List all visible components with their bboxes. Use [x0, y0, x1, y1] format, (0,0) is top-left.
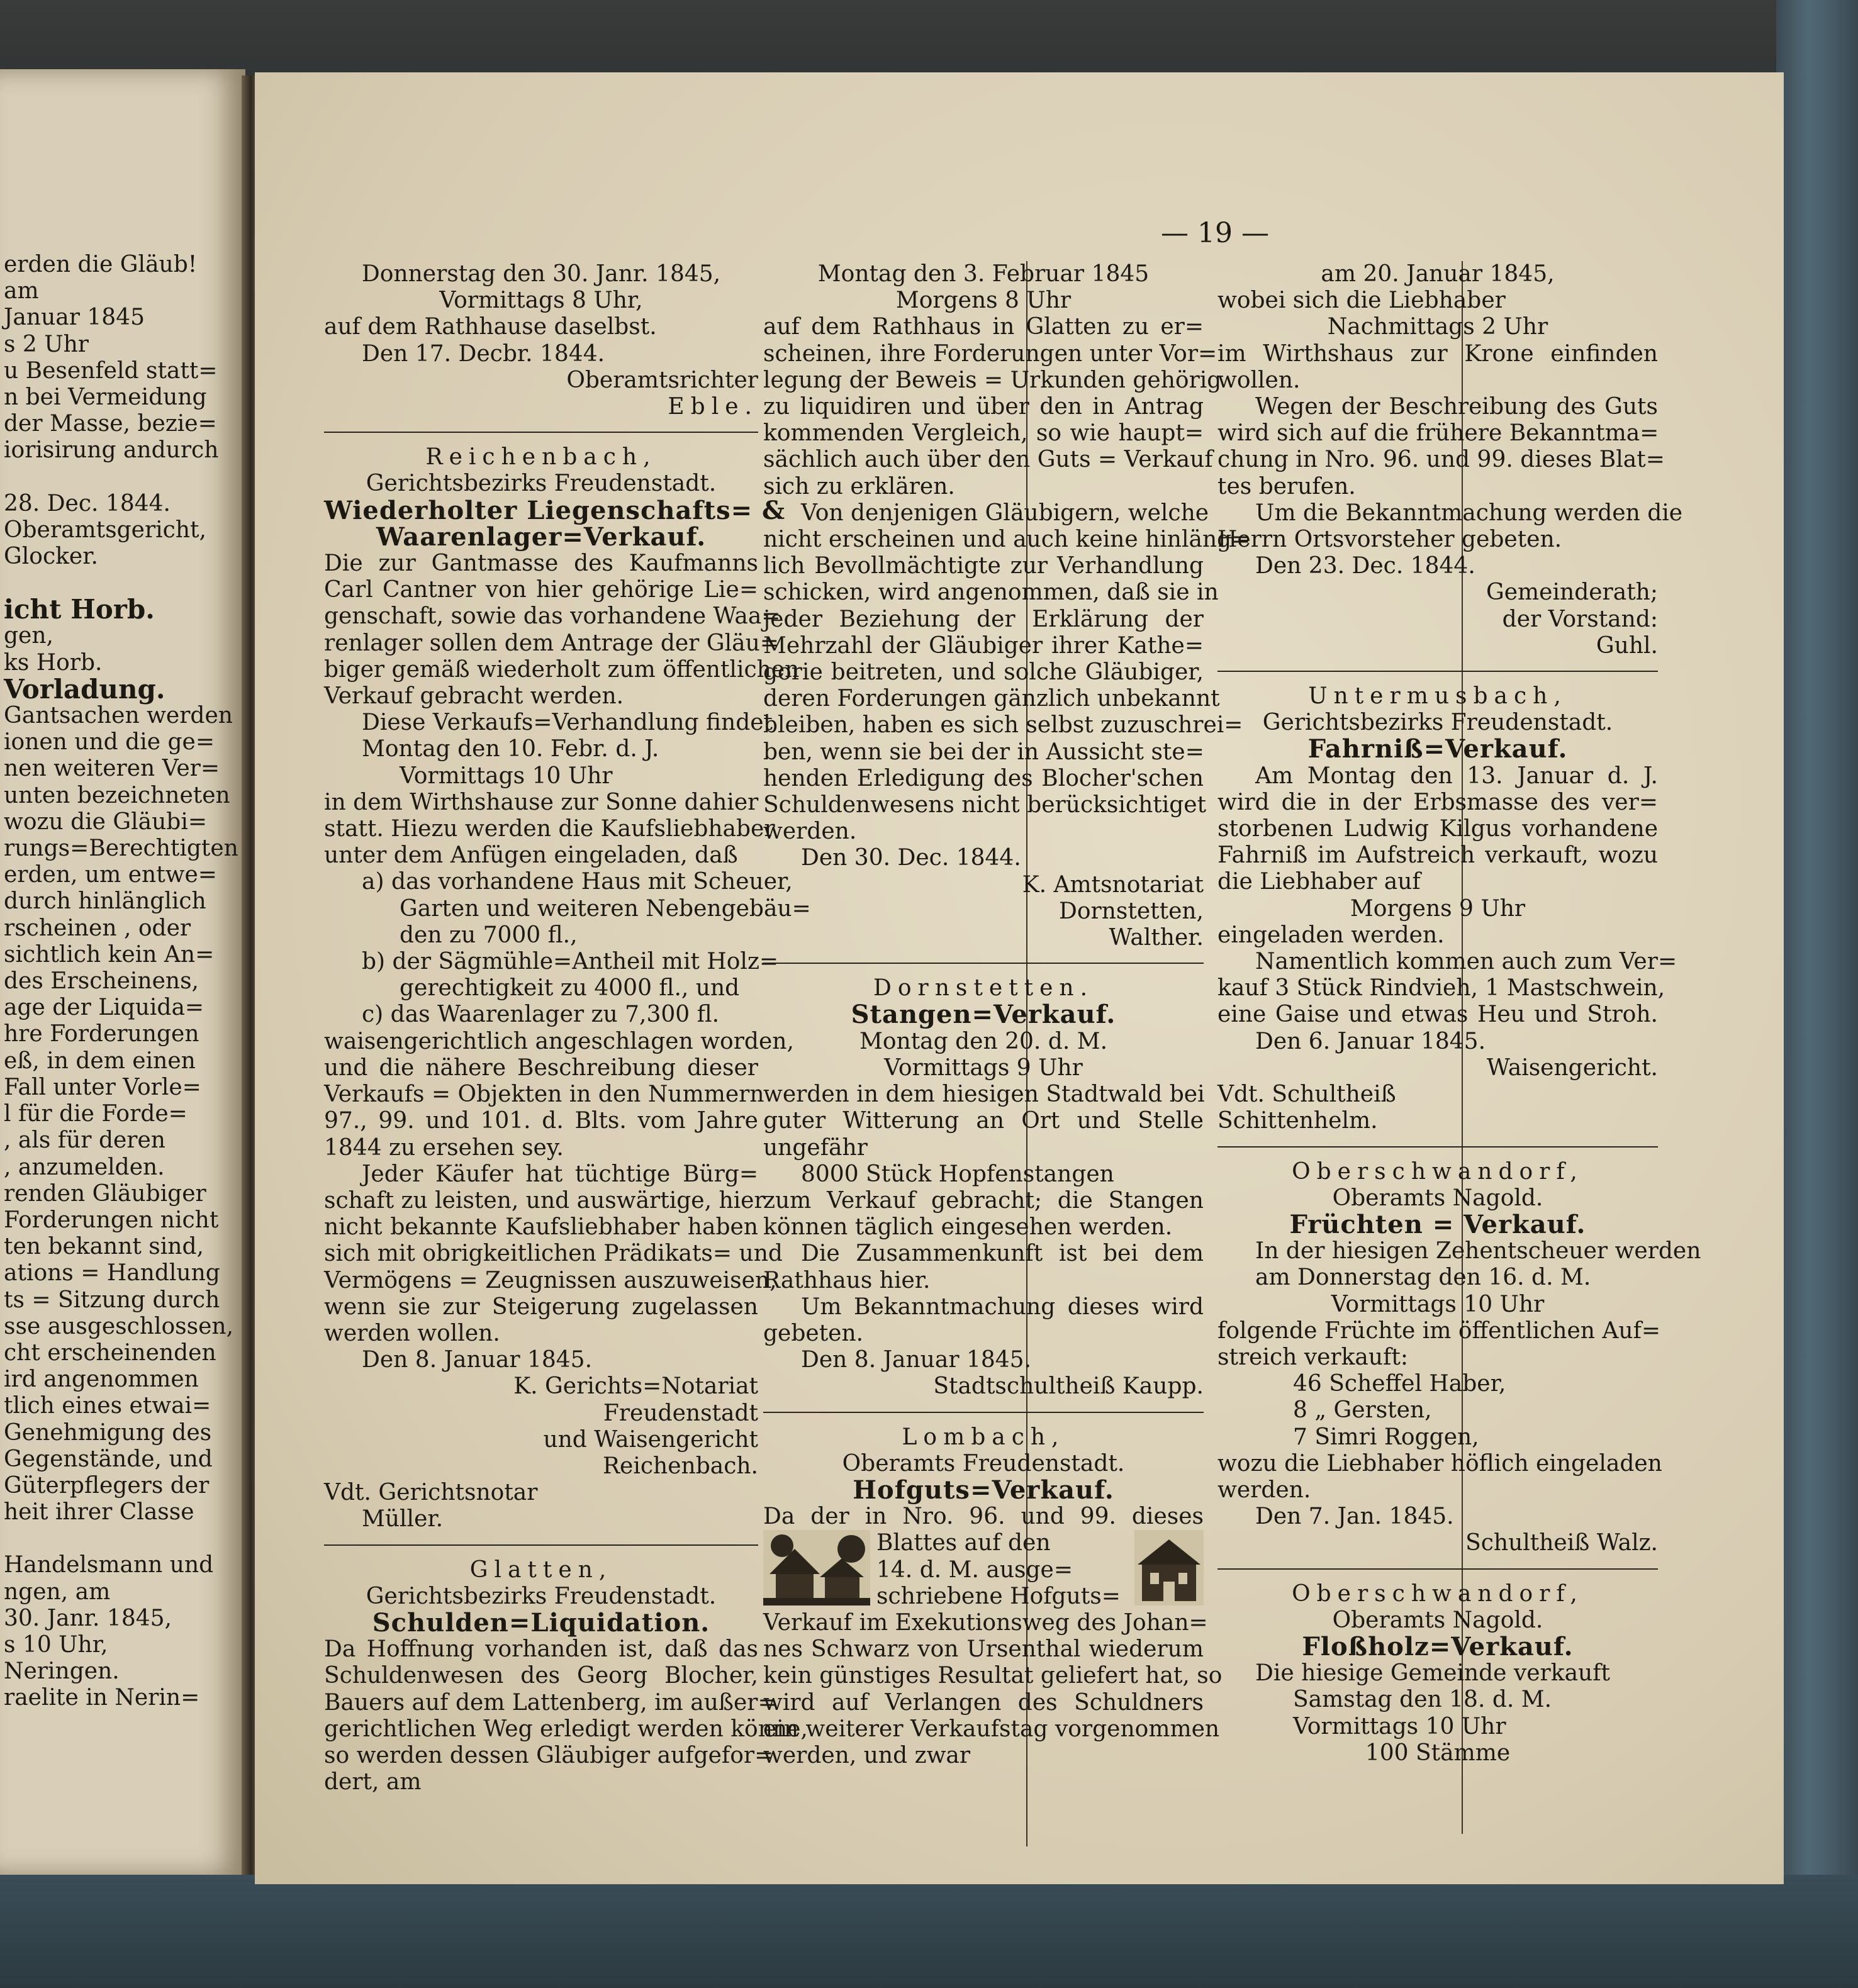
notice-line: Die Zusammenkunft ist bei dem: [801, 1241, 1204, 1267]
notice-line: kein günstiges Resultat geliefert hat, so: [763, 1663, 1223, 1689]
notice-line: bleiben, haben es sich selbst zuzuschrei=: [763, 712, 1243, 739]
notice-line: 8000 Stück Hopfenstangen: [801, 1161, 1114, 1187]
notice-line: Neringen.: [4, 1658, 120, 1685]
notice-line: Fahrniß im Aufstreich verkauft, wozu: [1217, 842, 1658, 869]
notice-line: schicken, wird angenommen, daß sie in: [763, 579, 1219, 606]
notice-line: cht erscheinenden: [4, 1339, 216, 1366]
notice-continued-block: [1217, 261, 1683, 659]
notice-line: jeder Beziehung der Erklärung der: [763, 606, 1204, 632]
notice-continued-block: [324, 261, 758, 420]
notice-line: ngen, am: [4, 1578, 111, 1605]
notice-line: In der hiesigen Zehentscheuer werden: [1255, 1238, 1701, 1265]
notice-body: [324, 550, 811, 1533]
notice-line: sichtlich kein An=: [4, 941, 215, 968]
notice-line: streich verkauft:: [1217, 1344, 1408, 1370]
notice-line: Reichenbach.: [602, 1453, 758, 1479]
notice-title: Waarenlager=Verkauf.: [376, 522, 707, 552]
notice-line: l für die Forde=: [4, 1101, 187, 1127]
notice-line: Den 8. Januar 1845.: [362, 1347, 593, 1373]
notice-line: der Masse, bezie=: [4, 411, 217, 437]
notice-line: dert, am: [324, 1769, 422, 1795]
notice-place: Untermusbach,: [1308, 683, 1567, 710]
notice-line: s 10 Uhr,: [4, 1631, 108, 1658]
notice-line: zu liquidiren und über den in Antrag: [763, 394, 1204, 420]
notice-place: Lombach,: [902, 1424, 1065, 1450]
notice-district: Oberamts Freudenstadt.: [842, 1450, 1125, 1477]
notice-place: Reichenbach,: [425, 444, 657, 471]
notice-line: u Besenfeld statt=: [4, 357, 218, 384]
notice-line: ations = Handlung: [4, 1260, 220, 1287]
notice-line: gerechtigkeit zu 4000 fl., und: [400, 975, 740, 1002]
notice-line: sse ausgeschlossen,: [4, 1313, 234, 1339]
notice-line: iorisirung andurch: [4, 437, 219, 464]
notice-line: Fall unter Vorle=: [4, 1074, 201, 1100]
notice-line: hre Forderungen: [4, 1021, 199, 1047]
notice-line: Oberamtsgericht,: [4, 517, 206, 543]
notice-line: 8 „ Gersten,: [1293, 1397, 1432, 1424]
notice-line: Die hiesige Gemeinde verkauft: [1255, 1660, 1611, 1687]
notice-line: rungs=Berechtigten: [4, 835, 238, 862]
notice-line: c) das Waarenlager zu 7,300 fl.: [362, 1002, 720, 1028]
notice-line: [4, 464, 245, 491]
notice-line: rscheinen , oder: [4, 915, 191, 941]
notice-district: Gerichtsbezirks Freudenstadt.: [1262, 710, 1613, 736]
divider: [763, 963, 1204, 964]
notice-line: Vormittags 10 Uhr: [1293, 1713, 1506, 1740]
notice-body: [1217, 1660, 1658, 1767]
notice-line: ungefähr: [763, 1134, 868, 1161]
notice-line: nicht bekannte Kaufsliebhaber haben: [324, 1214, 758, 1241]
notice-line: [4, 1526, 245, 1552]
notice-line: können täglich eingesehen werden.: [763, 1214, 1173, 1241]
notice-title: Früchten = Verkauf.: [1289, 1209, 1586, 1239]
notice-line: scheinen, ihre Forderungen unter Vor=: [763, 340, 1217, 367]
notice-line: 97., 99. und 101. d. Blts. vom Jahre: [324, 1108, 758, 1134]
notice-line: Den 8. Januar 1845.: [801, 1347, 1032, 1373]
notice-line: Glocker.: [4, 544, 98, 570]
notice-line: gebeten.: [763, 1320, 864, 1346]
notice-line: der Vorstand:: [1502, 606, 1658, 632]
notice-line: Da der in Nro. 96. und 99. dieses: [763, 1504, 1204, 1530]
notice-line: im Wirthshaus zur Krone einfinden: [1217, 340, 1658, 367]
notice-place: Glatten,: [469, 1556, 613, 1583]
notice-title: Stangen=Verkauf.: [851, 1000, 1116, 1030]
notice-line: Güterpflegers der: [4, 1472, 210, 1499]
notice-line: Den 30. Dec. 1844.: [801, 845, 1021, 871]
notice-line: waisengerichtlich angeschlagen worden,: [324, 1028, 794, 1054]
notice-line: durch hinlänglich: [4, 888, 206, 915]
notice-line: Waisengericht.: [1486, 1054, 1658, 1081]
notice-line: 30. Janr. 1845,: [4, 1605, 172, 1631]
notice-line: den zu 7000 fl.,: [400, 922, 578, 948]
notice-line: am Donnerstag den 16. d. M.: [1255, 1265, 1591, 1291]
notice-line: Die zur Gantmasse des Kaufmanns: [324, 550, 758, 577]
notice-line: s 2 Uhr: [4, 331, 89, 357]
notice-title: Schulden=Liquidation.: [372, 1607, 710, 1638]
notice-line: und die nähere Beschreibung dieser: [324, 1054, 758, 1081]
divider: [324, 432, 758, 433]
left-page-column: [0, 252, 245, 1712]
notice-line: die Liebhaber auf: [1217, 869, 1421, 895]
divider: [1217, 671, 1658, 672]
notice-line: Oberamtsrichter: [566, 367, 758, 393]
notice-line: deren Forderungen gänzlich unbekannt: [763, 686, 1220, 712]
notice-line: Garten und weiteren Nebengebäu=: [400, 895, 811, 922]
notice-line: am: [4, 278, 39, 304]
notice-line: 46 Scheffel Haber,: [1293, 1371, 1506, 1397]
notice-line: Vormittags 8 Uhr,: [439, 288, 643, 314]
notice-line: Vormittags 10 Uhr: [1331, 1291, 1545, 1317]
notice-line: wird die in der Erbsmasse des ver=: [1217, 789, 1658, 815]
notice-line: b) der Sägmühle=Antheil mit Holz=: [362, 949, 779, 975]
notice-line: und Waisengericht: [543, 1426, 758, 1453]
notice-line: gerichtlichen Weg erledigt werden könne,: [324, 1716, 808, 1742]
notice-line: wenn sie zur Steigerung zugelassen: [324, 1293, 758, 1320]
notice-line: Verkaufs = Objekten in den Nummern: [324, 1081, 764, 1108]
notice-line: Herrn Ortsvorsteher gebeten.: [1217, 527, 1562, 553]
notice-body: [1217, 762, 1677, 1135]
notice-district: Oberamts Nagold.: [1332, 1607, 1543, 1633]
notice-line: ben, wenn sie bei der in Aussicht ste=: [763, 739, 1204, 765]
notice-line: 28. Dec. 1844.: [4, 490, 171, 517]
notice-line: legung der Beweis = Urkunden gehörig: [763, 367, 1222, 393]
notice-line: kommenden Vergleich, so wie haupt=: [763, 420, 1204, 447]
notice-line: Donnerstag den 30. Janr. 1845,: [361, 261, 721, 287]
notice-line: eine Gaise und etwas Heu und Stroh.: [1217, 1002, 1658, 1028]
notice-place: Oberschwandorf,: [1292, 1158, 1584, 1185]
notice-line: in dem Wirthshause zur Sonne dahier: [324, 789, 759, 815]
notice-line: sich mit obrigkeitlichen Prädikats= und: [324, 1241, 783, 1267]
book-binding-bottom: [0, 1875, 1858, 1988]
notice-line: Vdt. Schultheiß: [1217, 1081, 1396, 1108]
notice-line: nen weiteren Ver=: [4, 756, 220, 782]
notice-line: tes berufen.: [1217, 473, 1356, 500]
notice-body: [763, 1029, 1204, 1400]
notice-body: [1217, 1238, 1701, 1556]
notice-line: Dornstetten,: [1058, 898, 1204, 924]
notice-line: schriebene Hofguts=: [876, 1583, 1121, 1609]
notice-body: [763, 1609, 1223, 1769]
notice-place: Oberschwandorf,: [1292, 1580, 1584, 1607]
notice-line: auf dem Rathhause daselbst.: [324, 314, 657, 340]
notice-line: Walther.: [1109, 925, 1204, 951]
vignette-text: [876, 1530, 1131, 1610]
notice-line: Montag den 3. Februar 1845: [817, 261, 1150, 287]
notice-line: Am Montag den 13. Januar d. J.: [1255, 762, 1658, 789]
notice-line: werden wollen.: [324, 1320, 500, 1346]
notice-place: Dornstetten.: [873, 975, 1094, 1002]
notice-line: gorie beitreten, und solche Gläubiger,: [763, 659, 1204, 686]
notice-line: Forderungen nicht: [4, 1207, 219, 1233]
notice-line: werden.: [763, 818, 857, 845]
notice-line: unten bezeichneten: [4, 782, 230, 808]
notice-line: tlich eines etwai=: [4, 1393, 211, 1419]
notice-line: , als für deren: [4, 1127, 165, 1154]
column-3: [1217, 261, 1701, 1767]
notice-line: Rathhaus hier.: [763, 1267, 931, 1293]
notice-line: Den 7. Jan. 1845.: [1255, 1504, 1454, 1530]
notice-line: Genehmigung des: [4, 1419, 212, 1446]
notice-line: Den 17. Decbr. 1844.: [362, 340, 605, 367]
notice-line: Müller.: [362, 1506, 444, 1533]
notice-line: [4, 570, 245, 596]
notice-line: Den 6. Januar 1845.: [1255, 1028, 1486, 1054]
notice-line: auf dem Rathhaus in Glatten zu er=: [763, 314, 1204, 340]
notice-line: 7 Simri Roggen,: [1293, 1424, 1479, 1450]
notice-line: Nachmittags 2 Uhr: [1327, 314, 1548, 340]
notice-line: sächlich auch über den Guts = Verkauf: [763, 447, 1213, 473]
notice-line: henden Erledigung des Blocher'schen: [763, 765, 1204, 791]
notice-title: Hofguts=Verkauf.: [853, 1475, 1114, 1505]
notice-title: Floßholz=Verkauf.: [1302, 1631, 1574, 1661]
notice-line: Schultheiß Walz.: [1465, 1530, 1658, 1556]
notice-line: biger gemäß wiederholt zum öffentlichen: [324, 656, 800, 683]
notice-line: Vormittags 9 Uhr: [884, 1054, 1083, 1081]
notice-line: guter Witterung an Ort und Stelle: [763, 1108, 1204, 1134]
notice-line: Eble.: [668, 394, 758, 420]
notice-line: Um Bekanntmachung dieses wird: [801, 1293, 1204, 1320]
notice-line: gen,: [4, 623, 53, 649]
notice-line: raelite in Nerin=: [4, 1685, 200, 1711]
notice-line: werden.: [1217, 1477, 1311, 1503]
notice-line: Um die Bekanntmachung werden die: [1255, 500, 1683, 526]
notice-line: 100 Stämme: [1365, 1740, 1511, 1766]
notice-line: Schittenhelm.: [1217, 1108, 1378, 1134]
notice-line: sich zu erklären.: [763, 473, 955, 500]
notice-district: Oberamts Nagold.: [1332, 1185, 1543, 1211]
notice-line: schaft zu leisten, und auswärtige, hier: [324, 1187, 765, 1214]
notice-line: nicht erscheinen und auch keine hinläng=: [763, 527, 1251, 553]
notice-line: Carl Cantner von hier gehörige Lie=: [324, 577, 758, 603]
notice-line: Vdt. Gerichtsnotar: [324, 1480, 538, 1506]
notice-line: werden, und zwar: [763, 1742, 971, 1768]
notice-title: Wiederholter Liegenschafts= &: [324, 495, 786, 525]
notice-line: renlager sollen dem Antrage der Gläu=: [324, 630, 779, 656]
notice-line: genschaft, sowie das vorhandene Waa=: [324, 603, 781, 630]
notice-line: heit ihrer Classe: [4, 1499, 194, 1526]
notice-continued-block: [763, 261, 1251, 951]
notice-line: Blattes auf den: [876, 1530, 1051, 1556]
notice-line: storbenen Ludwig Kilgus vorhandene: [1217, 816, 1658, 842]
notice-line: wird sich auf die frühere Bekanntma=: [1217, 420, 1659, 447]
page-number: — 19 —: [1161, 217, 1269, 249]
left-page: [0, 69, 245, 1875]
notice-line: ten bekannt sind,: [4, 1234, 204, 1260]
notice-line: Montag den 20. d. M.: [859, 1028, 1108, 1054]
notice-title: Fahrniß=Verkauf.: [1307, 734, 1568, 764]
vignette-row: [763, 1530, 1204, 1610]
notice-line: eß, in dem einen: [4, 1047, 196, 1074]
divider: [763, 1412, 1204, 1413]
notice-line: Von denjenigen Gläubigern, welche: [801, 500, 1209, 526]
notice-line: 1844 zu ersehen sey.: [324, 1134, 564, 1161]
notice-line: Vermögens = Zeugnissen auszuweisen,: [324, 1267, 777, 1293]
column-1: [324, 261, 811, 1795]
notice-district: Gerichtsbezirks Freudenstadt.: [366, 1583, 717, 1609]
notice-line: so werden dessen Gläubiger aufgefor=: [324, 1742, 774, 1768]
notice-line: kauf 3 Stück Rindvieh, 1 Mastschwein,: [1217, 975, 1665, 1002]
divider: [1217, 1146, 1658, 1148]
notice-district: Gerichtsbezirks Freudenstadt.: [366, 471, 717, 497]
notice-line: Schuldenwesens nicht berücksichtiget: [763, 792, 1207, 818]
notice-line: Morgens 8 Uhr: [895, 288, 1072, 314]
notice-line: age der Liquida=: [4, 995, 204, 1021]
notice-line: Gantsachen werden: [4, 703, 233, 729]
notice-line: ein weiterer Verkaufstag vorgenommen: [763, 1716, 1220, 1742]
notice-line: wozu die Liebhaber höflich eingeladen: [1217, 1450, 1662, 1477]
notice-line: erden, um entwe=: [4, 862, 217, 888]
notice-line: ts = Sitzung durch: [4, 1287, 220, 1313]
notice-line: zum Verkauf gebracht; die Stangen: [763, 1187, 1204, 1214]
notice-line: Den 23. Dec. 1844.: [1255, 553, 1475, 579]
notice-line: wollen.: [1217, 367, 1301, 393]
notice-line: Januar 1845: [4, 304, 145, 331]
building-woodcut-icon: [1134, 1530, 1204, 1605]
notice-line: Verkauf gebracht werden.: [324, 683, 624, 710]
notice-line: Samstag den 18. d. M.: [1293, 1687, 1552, 1713]
notice-line: statt. Hiezu werden die Kaufsliebhaber: [324, 816, 775, 842]
notice-body: [324, 1636, 808, 1795]
notice-line: Schuldenwesen des Georg Blocher,: [324, 1663, 758, 1689]
notice-line: , anzumelden.: [4, 1154, 165, 1180]
notice-line: werden in dem hiesigen Stadtwald bei: [763, 1081, 1205, 1108]
notice-line: des Erscheinens,: [4, 968, 199, 995]
notice-line: Gegenstände, und: [4, 1446, 213, 1472]
book-binding-right: [1776, 0, 1858, 1988]
notice-line: Wegen der Beschreibung des Guts: [1255, 394, 1658, 420]
notice-line: Mehrzahl der Gläubiger ihrer Kathe=: [763, 632, 1204, 659]
notice-line: ionen und die ge=: [4, 729, 215, 756]
notice-line: Handelsmann und: [4, 1552, 214, 1578]
notice-line: 14. d. M. ausge=: [876, 1556, 1073, 1583]
notice-line: unter dem Anfügen eingeladen, daß: [324, 842, 738, 869]
farmstead-woodcut-icon: [763, 1530, 870, 1605]
notice-line: wird auf Verlangen des Schuldners: [763, 1689, 1204, 1716]
notice-line: ird angenommen: [4, 1366, 199, 1393]
notice-line: n bei Vermeidung: [4, 384, 207, 411]
notice-line: eingeladen werden.: [1217, 922, 1445, 948]
notice-line: Bauers auf dem Lattenberg, im außer=: [324, 1689, 777, 1716]
notice-line: nes Schwarz von Ursenthal wiederum: [763, 1636, 1204, 1663]
main-page: [255, 72, 1784, 1884]
notice-line: renden Gläubiger: [4, 1180, 206, 1207]
notice-line: erden die Gläub!: [4, 252, 198, 277]
notice-line: Freudenstadt: [603, 1400, 758, 1426]
notice-line: K. Amtsnotariat: [1022, 871, 1204, 898]
notice-line: Gemeinderath;: [1486, 579, 1658, 606]
notice-line: am 20. Januar 1845,: [1321, 261, 1555, 287]
notice-line: Verkauf im Exekutionsweg des Johan=: [763, 1609, 1208, 1636]
column-2: [763, 261, 1251, 1769]
notice-line: Morgens 9 Uhr: [1350, 895, 1526, 922]
notice-line: K. Gerichts=Notariat: [513, 1373, 758, 1400]
notice-line: folgende Früchte im öffentlichen Auf=: [1217, 1317, 1661, 1344]
divider: [1217, 1568, 1658, 1570]
notice-line: wobei sich die Liebhaber: [1217, 288, 1506, 314]
notice-line: wozu die Gläubi=: [4, 808, 208, 835]
notice-line: ks Horb.: [4, 649, 103, 676]
notice-line: Vormittags 10 Uhr: [400, 762, 613, 789]
notice-line: Guhl.: [1596, 632, 1658, 659]
notice-line: Namentlich kommen auch zum Ver=: [1255, 949, 1677, 975]
notice-line: a) das vorhandene Haus mit Scheuer,: [362, 869, 793, 895]
divider: [324, 1544, 758, 1546]
notice-line: chung in Nro. 96. und 99. dieses Blat=: [1217, 447, 1665, 473]
notice-line: Montag den 10. Febr. d. J.: [362, 736, 659, 762]
notice-line: icht Horb.: [4, 594, 155, 625]
notice-line: lich Bevollmächtigte zur Verhandlung: [763, 553, 1204, 579]
notice-line: Stadtschultheiß Kaupp.: [933, 1373, 1204, 1400]
notice-line: Da Hoffnung vorhanden ist, daß das: [324, 1636, 758, 1663]
notice-line: Vorladung.: [4, 673, 165, 705]
notice-line: Diese Verkaufs=Verhandlung findet: [362, 710, 773, 736]
notice-line: Jeder Käufer hat tüchtige Bürg=: [362, 1161, 758, 1187]
